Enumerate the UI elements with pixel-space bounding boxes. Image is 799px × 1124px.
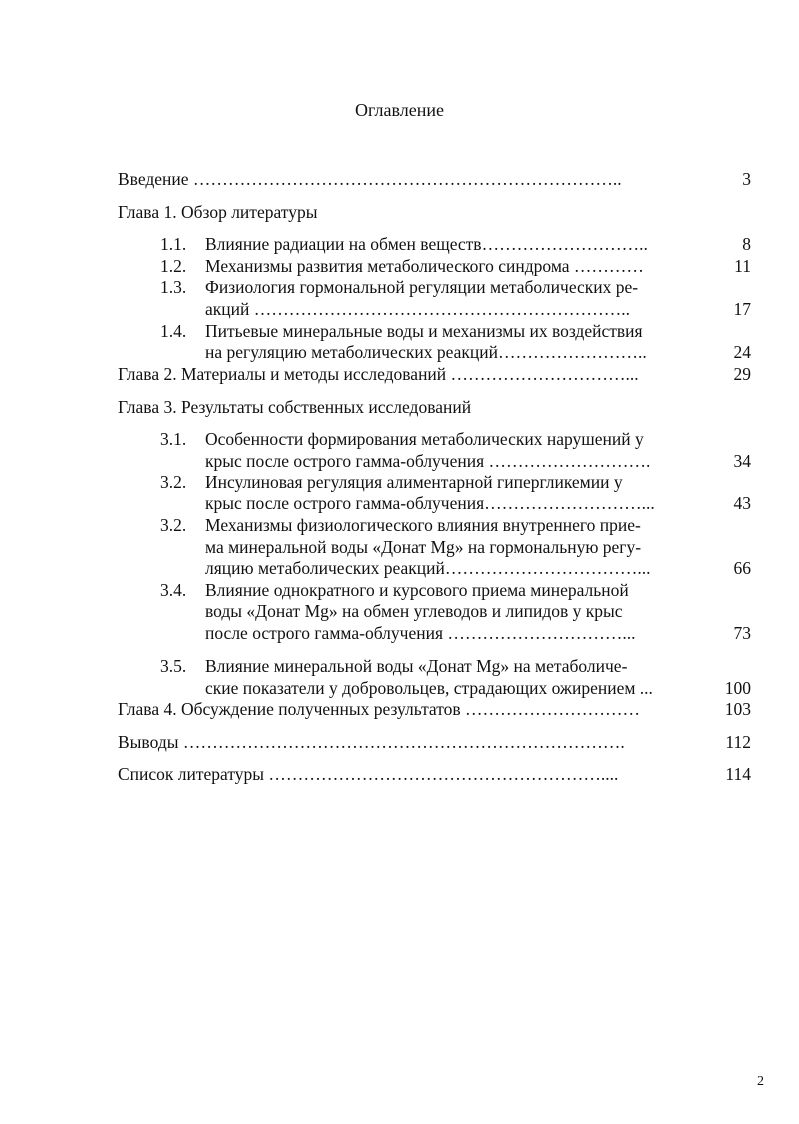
toc-page-3-5: 100 [724, 678, 751, 698]
toc-page-references: 114 [725, 764, 751, 784]
toc-page-3-2a: 43 [733, 493, 751, 513]
toc-num-1-1: 1.1. [160, 234, 187, 254]
toc-num-1-4: 1.4. [160, 321, 187, 341]
toc-entry-3-2a-line1: Инсулиновая регуляция алиментарной гипергликемии у [205, 472, 623, 492]
toc-num-1-2: 1.2. [160, 256, 187, 276]
toc-page-1-4: 24 [733, 342, 751, 362]
toc-page-3-2b: 66 [733, 558, 751, 578]
toc-entry-conclusions: Выводы …………………………………………………………………. [118, 732, 625, 752]
toc-entry-1-4-line1: Питьевые минеральные воды и механизмы их воздействия [205, 321, 643, 341]
toc-page-3-1: 34 [733, 451, 751, 471]
toc-page-chapter-4: 103 [724, 699, 751, 719]
page-title: Оглавление [355, 100, 444, 120]
toc-entry-3-4-line3: после острого гамма-облучения …………………………... [205, 623, 636, 643]
toc-entry-3-4-line1: Влияние однократного и курсового приема минеральной [205, 580, 629, 600]
toc-entry-3-5-line2: ские показатели у добровольцев, страдающих ожирением ... [205, 678, 653, 698]
toc-num-3-5: 3.5. [160, 656, 187, 676]
toc-entry-3-1-line2: крыс после острого гамма-облучения ………………………. [205, 451, 651, 471]
page-number: 2 [757, 1074, 764, 1089]
toc-page-1-1: 8 [742, 234, 751, 254]
toc-entry-3-2b-line1: Механизмы физиологического влияния внутреннего прие- [205, 515, 641, 535]
toc-entry-1-2: Механизмы развития метаболического синдрома ………… [205, 256, 644, 276]
toc-page-conclusions: 112 [725, 732, 751, 752]
toc-entry-3-2b-line3: ляцию метаболических реакций……………………………... [205, 558, 651, 578]
toc-entry-3-4-line2: воды «Донат Mg» на обмен углеводов и липидов у крыс [205, 601, 623, 621]
toc-page-3-4: 73 [733, 623, 751, 643]
toc-entry-3-5-line1: Влияние минеральной воды «Донат Mg» на метаболиче- [205, 656, 628, 676]
toc-entry-references: Список литературы ………………………………………………….... [118, 764, 619, 784]
toc-num-3-1: 3.1. [160, 429, 187, 449]
toc-chapter-2: Глава 2. Материалы и методы исследований …………………………... [118, 364, 639, 384]
toc-entry-1-3-line1: Физиология гормональной регуляции метаболических ре- [205, 277, 639, 297]
toc-num-1-3: 1.3. [160, 277, 187, 297]
toc-num-3-4: 3.4. [160, 580, 187, 600]
toc-num-3-2a: 3.2. [160, 472, 187, 492]
toc-entry-1-4-line2: на регуляцию метаболических реакций…………………….. [205, 342, 647, 362]
toc-entry-3-1-line1: Особенности формирования метаболических нарушений у [205, 429, 644, 449]
toc-page-intro: 3 [742, 169, 751, 189]
toc-chapter-3: Глава 3. Результаты собственных исследований [118, 397, 472, 417]
toc-entry-intro: Введение ……………………………………………………………….. [118, 169, 622, 189]
toc-page-1-3: 17 [733, 299, 751, 319]
toc-chapter-1: Глава 1. Обзор литературы [118, 202, 318, 222]
toc-entry-1-3-line2: акций ……………………………………………………….. [205, 299, 630, 319]
toc-page-chapter-2: 29 [733, 364, 751, 384]
toc-entry-3-2b-line2: ма минеральной воды «Донат Mg» на гормональную регу- [205, 537, 642, 557]
toc-entry-1-1: Влияние радиации на обмен веществ……………………….. [205, 234, 648, 254]
toc-num-3-2b: 3.2. [160, 515, 187, 535]
toc-page-1-2: 11 [734, 256, 751, 276]
toc-entry-3-2a-line2: крыс после острого гамма-облучения………………………... [205, 493, 655, 513]
toc-chapter-4: Глава 4. Обсуждение полученных результатов ………………………… [118, 699, 641, 719]
